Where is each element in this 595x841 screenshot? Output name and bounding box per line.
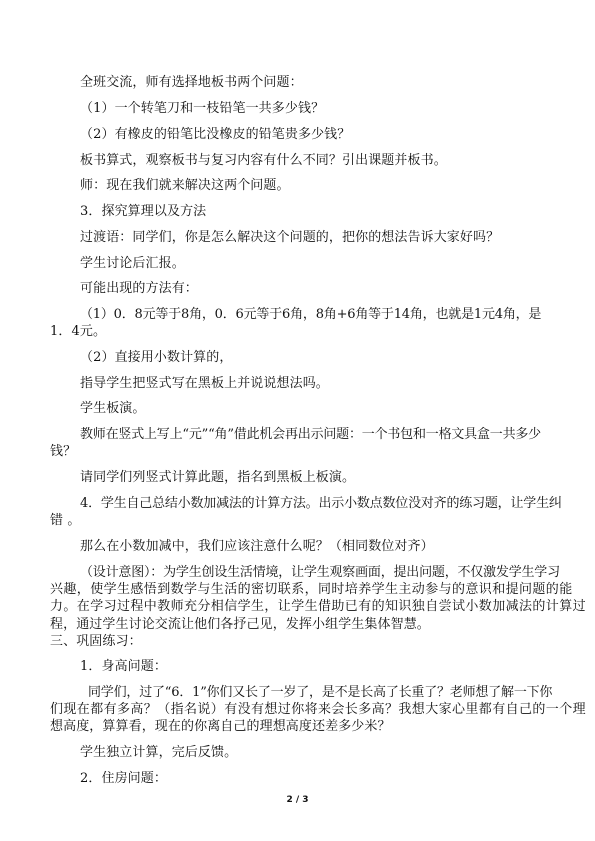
text-line: 们现在都有多高？（指名说）有没有想过你将来会长多高？我想大家心里都有自己的一个理 [50,702,587,717]
subsection-heading: 2．住房问题： [80,771,167,786]
text-line: 力。在学习过程中教师充分相信学生，让学生借助已有的知识独自尝试小数加减法的计算过 [50,599,587,614]
text-line: （2）有橡皮的铅笔比没橡皮的铅笔贵多少钱？ [80,127,351,142]
text-line: 全班交流，师有选择地板书两个问题： [80,75,303,90]
text-line: （1）0．8元等于8角，0．6元等于6角，8角+6角等于14角，也就是1元4角，是 [80,307,542,322]
text-line: 请同学们列竖式计算此题，指名到黑板上板演。 [80,470,356,485]
text-line: 过渡语：同学们，你是怎么解决这个问题的，把你的想法告诉大家好吗？ [80,230,500,245]
text-line: 那么在小数加减中，我们应该注意什么呢？（相同数位对齐） [80,539,434,554]
section-heading: 3．探究算理以及方法 [80,204,207,219]
text-line: 可能出现的方法有： [80,281,198,296]
text-line: 师：现在我们就来解决这两个问题。 [80,178,290,193]
text-line: （1）一个转笔刀和一枝铅笔一共多少钱？ [80,101,325,116]
section-heading: 三、巩固练习： [50,634,142,649]
text-line: 错 。 [50,513,81,528]
text-line: 1．4元。 [50,324,107,339]
text-line: 程，通过学生讨论交流让他们各抒己见，发挥小组学生集体智慧。 [50,617,430,632]
page-number: 2 / 3 [286,795,309,805]
text-line: 指导学生把竖式写在黑板上并说说想法吗。 [80,376,329,391]
text-line: （2）直接用小数计算的， [80,350,233,365]
text-line: 兴趣，使学生感悟到数学与生活的密切联系，同时培养学生主动参与的意识和提问题的能 [50,582,573,597]
text-line: 学生讨论后汇报。 [80,256,185,271]
text-line: 想高度，算算看，现在的你离自己的理想高度还差多少米？ [50,719,391,734]
text-line: 同学们，过了“6．1”你们又长了一岁了，是不是长高了长重了？老师想了解一下你 [88,685,553,700]
text-line: 板书算式，观察板书与复习内容有什么不同？引出课题并板书。 [80,153,447,168]
text-line: 钱？ [50,444,77,459]
subsection-heading: 1．身高问题： [80,659,167,674]
text-line: 4．学生自己总结小数加减法的计算方法。出示小数点数位没对齐的练习题，让学生纠 [80,496,562,511]
text-line: 学生板演。 [80,401,146,416]
text-line: 教师在竖式上写上“元”“角”借此机会再出示问题：一个书包和一格文具盒一共多少 [80,427,541,442]
text-line: （设计意图）：为学生创设生活情境，让学生观察画面，提出问题，不仅激发学生学习 [80,565,560,580]
text-line: 学生独立计算，完后反馈。 [80,745,238,760]
